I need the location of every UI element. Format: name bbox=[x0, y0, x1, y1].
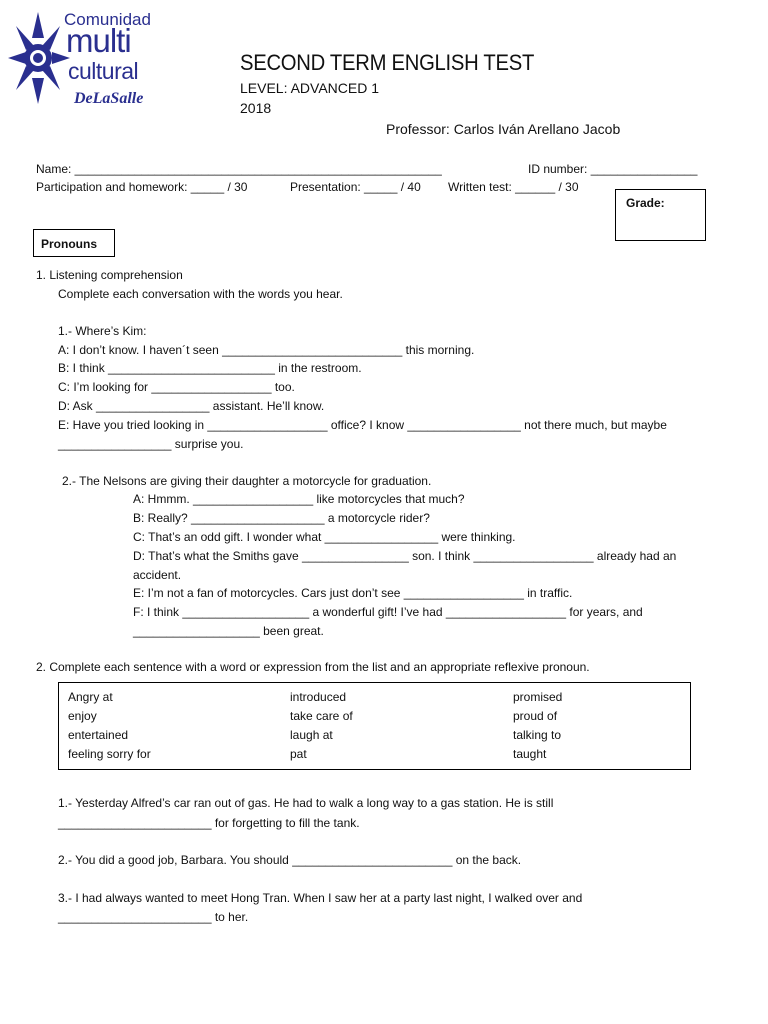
sentence-line[interactable]: _______________________ to her. bbox=[58, 910, 249, 924]
part1-heading: 1. Listening comprehension bbox=[36, 268, 183, 282]
grade-label: Grade: bbox=[626, 196, 665, 210]
word-list-item: laugh at bbox=[290, 728, 333, 742]
word-list-column-2 bbox=[290, 688, 353, 764]
sentence-line[interactable]: _______________________ for forgetting to fill the tank. bbox=[58, 816, 360, 830]
word-list-item: taught bbox=[513, 747, 547, 761]
logo-text-comunidad: Comunidad bbox=[64, 10, 151, 29]
part2-heading: 2. Complete each sentence with a word or expression from the list and an appropriate reflexive pronoun. bbox=[36, 660, 590, 674]
name-field[interactable]: Name: _______________________________________________________ bbox=[36, 162, 442, 176]
conv2-line[interactable]: D: That’s what the Smiths gave ________________ son. I think __________________ already had an bbox=[133, 549, 677, 563]
conv1-line[interactable]: B: I think _________________________ in the restroom. bbox=[58, 361, 362, 375]
word-list-item: pat bbox=[290, 747, 307, 761]
word-list-column-1 bbox=[68, 688, 151, 764]
participation-score-field[interactable]: Participation and homework: _____ / 30 bbox=[36, 180, 248, 194]
conv1-line[interactable]: E: Have you tried looking in __________________ office? I know _________________ not there much, but maybe bbox=[58, 418, 667, 432]
word-list-item: introduced bbox=[290, 690, 347, 704]
conv2-line[interactable]: A: Hmmm. __________________ like motorcycles that much? bbox=[133, 492, 465, 506]
conv2-line[interactable]: C: That’s an odd gift. I wonder what _________________ were thinking. bbox=[133, 530, 516, 544]
word-list-item: proud of bbox=[513, 709, 558, 723]
logo-text-cultural: cultural bbox=[68, 58, 139, 84]
conv1-line: 1.- Where’s Kim: bbox=[58, 324, 147, 338]
year-label: 2018 bbox=[240, 100, 272, 116]
conv2-line[interactable]: F: I think ___________________ a wonderful gift! I’ve had __________________ for years, and bbox=[133, 605, 643, 619]
word-list-item: entertained bbox=[68, 728, 129, 742]
conv1-line[interactable]: C: I’m looking for __________________ too. bbox=[58, 380, 295, 394]
word-list-item: promised bbox=[513, 690, 563, 704]
word-list-item: enjoy bbox=[68, 709, 97, 723]
part1-instruction: Complete each conversation with the words you hear. bbox=[58, 287, 343, 301]
professor-label: Professor: Carlos Iván Arellano Jacob bbox=[386, 121, 621, 137]
conv1-line[interactable]: A: I don’t know. I haven´t seen ___________________________ this morning. bbox=[58, 343, 475, 357]
word-list-box bbox=[58, 682, 691, 770]
logo-text-delasalle: DeLaSalle bbox=[74, 90, 144, 107]
word-list-item: Angry at bbox=[68, 690, 113, 704]
grade-box[interactable] bbox=[615, 189, 706, 241]
conv2-title: 2.- The Nelsons are giving their daughter a motorcycle for graduation. bbox=[62, 474, 432, 488]
conv2-line[interactable]: E: I’m not a fan of motorcycles. Cars just don’t see __________________ in traffic. bbox=[133, 586, 573, 600]
level-label: LEVEL: ADVANCED 1 bbox=[240, 80, 380, 96]
conv2-line[interactable]: ___________________ been great. bbox=[133, 624, 324, 638]
presentation-score-field[interactable]: Presentation: _____ / 40 bbox=[290, 180, 421, 194]
word-list-item: take care of bbox=[290, 709, 353, 723]
written-test-score-field[interactable]: Written test: ______ / 30 bbox=[448, 180, 579, 194]
sentence-line: 3.- I had always wanted to meet Hong Tran. When I saw her at a party last night, I walked over and bbox=[58, 891, 583, 905]
school-logo bbox=[8, 8, 170, 120]
logo-text-multi: multi bbox=[66, 22, 131, 59]
word-list-column-3 bbox=[513, 688, 562, 764]
page-title: SECOND TERM ENGLISH TEST bbox=[240, 50, 535, 75]
conv2-line: accident. bbox=[133, 568, 182, 582]
section-label: Pronouns bbox=[41, 237, 97, 251]
sentence-line: 1.- Yesterday Alfred’s car ran out of gas. He had to walk a long way to a gas station. He is still bbox=[58, 796, 554, 810]
word-list-item: feeling sorry for bbox=[68, 747, 151, 761]
conv1-line[interactable]: _________________ surprise you. bbox=[58, 437, 244, 451]
id-number-field[interactable]: ID number: ________________ bbox=[528, 162, 698, 176]
word-list-item: talking to bbox=[513, 728, 562, 742]
section-label-box bbox=[33, 229, 115, 257]
conv2-line[interactable]: B: Really? ____________________ a motorcycle rider? bbox=[133, 511, 430, 525]
sentence-line[interactable]: 2.- You did a good job, Barbara. You should ________________________ on the back. bbox=[58, 853, 522, 867]
conv1-line[interactable]: D: Ask _________________ assistant. He’ll know. bbox=[58, 399, 325, 413]
